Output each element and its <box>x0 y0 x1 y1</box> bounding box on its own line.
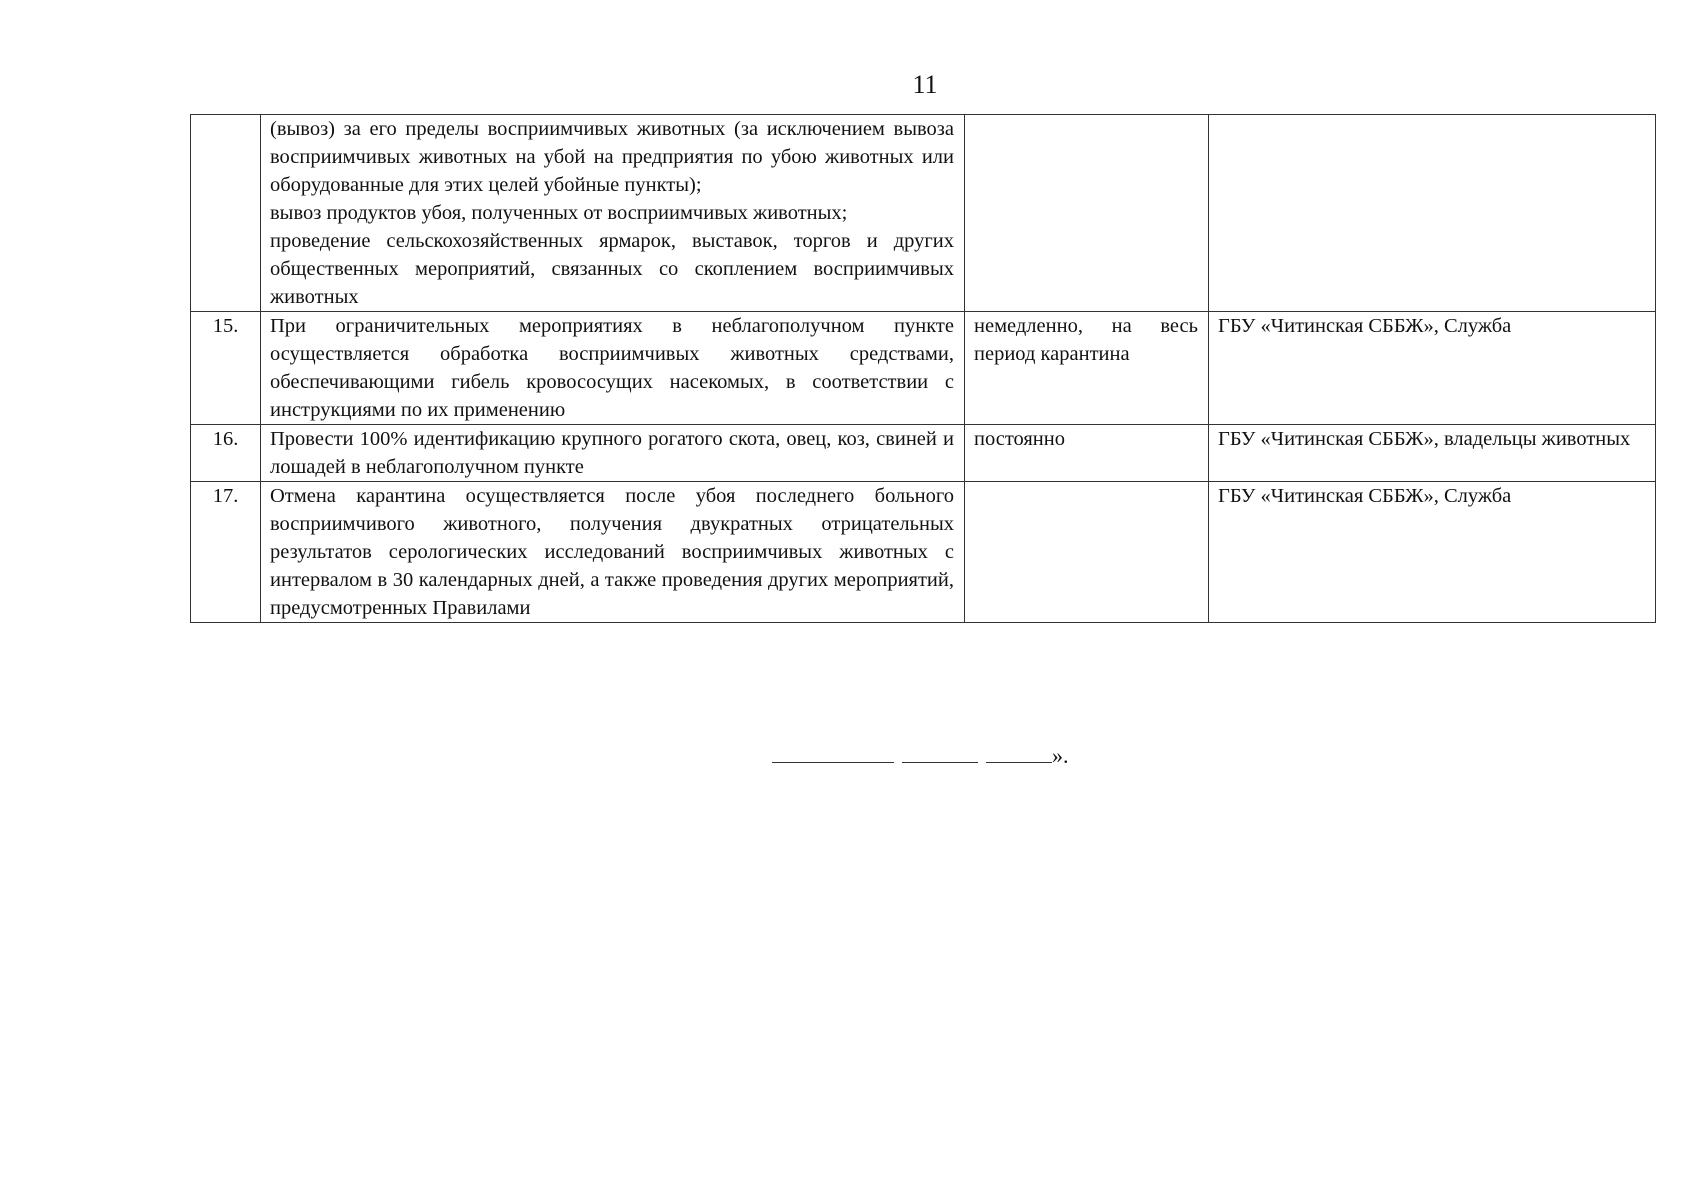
measure-paragraph: Отмена карантина осуществляется после убоя последнего больного восприимчивого животного, получения двукратных отрицательных результатов серологических исследований восприимчивых животных с интервалом в 30 календарных дней, а также проведения других мероприятий, предусмотренных Правилами <box>270 485 954 619</box>
table-row <box>191 425 1656 482</box>
table-row <box>191 482 1656 623</box>
measure-term <box>965 115 1209 312</box>
blank-line <box>986 742 1052 763</box>
measure-text <box>261 482 965 623</box>
measure-term: постоянно <box>965 425 1209 482</box>
measure-text <box>261 312 965 425</box>
page-number: 11 <box>912 70 938 99</box>
row-number: 16. <box>191 425 261 482</box>
blank-line <box>902 742 978 763</box>
row-number: 17. <box>191 482 261 623</box>
measure-paragraph: (вывоз) за его пределы восприимчивых животных (за исключением вывоза восприимчивых животных на убой на предприятия по убою животных или оборудованные для этих целей убойные пункты); <box>270 118 954 196</box>
measure-paragraph: Провести 100% идентификацию крупного рогатого скота, овец, коз, свиней и лошадей в неблагополучном пункте <box>270 428 954 478</box>
measure-responsible: ГБУ «Читинская СББЖ», владельцы животных <box>1209 425 1656 482</box>
measure-text <box>261 115 965 312</box>
measure-paragraph: проведение сельскохозяйственных ярмарок, выставок, торгов и других общественных мероприятий, связанных со скоплением восприимчивых животных <box>270 230 954 308</box>
measure-text <box>261 425 965 482</box>
table-row <box>191 115 1656 312</box>
table-row <box>191 312 1656 425</box>
row-number <box>191 115 261 312</box>
blank-line <box>772 742 894 763</box>
row-number: 15. <box>191 312 261 425</box>
closing-quote-mark: ». <box>1052 743 1069 768</box>
closing-line <box>772 742 1069 770</box>
measure-responsible: ГБУ «Читинская СББЖ», Служба <box>1209 482 1656 623</box>
measure-paragraph: При ограничительных мероприятиях в неблагополучном пункте осуществляется обработка восприимчивых животных средствами, обеспечивающими гибель кровососущих насекомых, в соответствии с инструкциями по их применению <box>270 315 954 421</box>
measures-table <box>190 114 1656 623</box>
measure-paragraph: вывоз продуктов убоя, полученных от восприимчивых животных; <box>270 202 848 224</box>
measure-term: немедленно, на весь период карантина <box>965 312 1209 425</box>
measure-responsible <box>1209 115 1656 312</box>
measure-responsible: ГБУ «Читинская СББЖ», Служба <box>1209 312 1656 425</box>
measure-term <box>965 482 1209 623</box>
